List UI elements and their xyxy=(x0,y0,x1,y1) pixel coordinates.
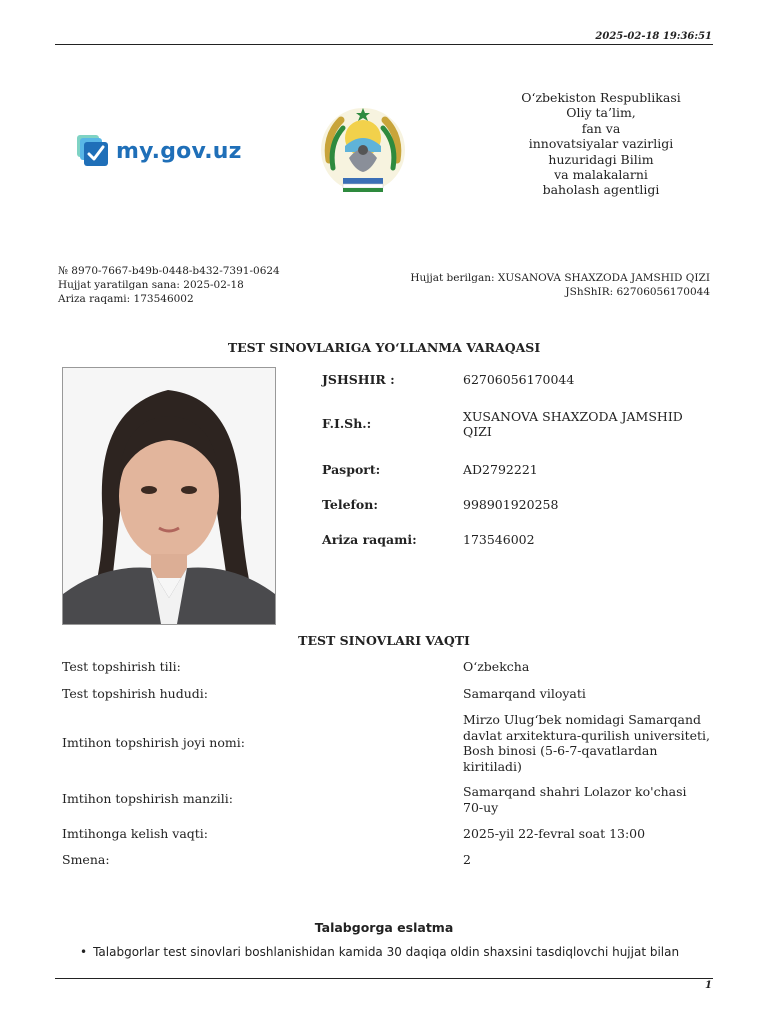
notes-title: Talabgorga eslatma xyxy=(314,920,454,935)
applicant-photo xyxy=(62,367,276,625)
row-label: Test topshirish hududi: xyxy=(62,686,208,701)
bullet-icon: • xyxy=(80,945,88,959)
field-value: XUSANOVA SHAXZODA JAMSHID QIZI xyxy=(463,409,683,439)
document-number: № 8970-7667-b49b-0448-b432-7391-0624 xyxy=(58,265,280,277)
field-label: Pasport: xyxy=(322,462,381,477)
agency-line: Oliy ta’lim, xyxy=(566,105,636,121)
agency-line: baholash agentligi xyxy=(542,182,660,198)
row-label: Imtihon topshirish manzili: xyxy=(62,791,233,806)
row-label: Imtihon topshirish joyi nomi: xyxy=(62,735,245,750)
page-number: 1 xyxy=(705,980,712,991)
note-text: Talabgorlar test sinovlari boshlanishidan kamida 30 daqiqa oldin shaxsini tasdiqlovchi hujjat bilan xyxy=(93,945,680,959)
top-divider xyxy=(55,44,713,45)
row-label: Smena: xyxy=(62,852,110,867)
issued-to: Hujjat berilgan: XUSANOVA SHAXZODA JAMSHID QIZI xyxy=(410,272,710,284)
timestamp: 2025-02-18 19:36:51 xyxy=(595,31,712,42)
field-label: F.I.Sh.: xyxy=(322,416,372,431)
recipient-info xyxy=(410,271,710,299)
agency-line: O‘zbekiston Respublikasi xyxy=(521,90,681,105)
document-created-date: Hujjat yaratilgan sana: 2025-02-18 xyxy=(58,279,244,291)
agency-line: va malakalarni xyxy=(554,167,648,183)
agency-line: innovatsiyalar vazirligi xyxy=(528,136,674,152)
section-title-referral: TEST SINOVLARIGA YO‘LLANMA VARAQASI xyxy=(227,340,541,355)
row-value: 2025-yil 22-fevral soat 13:00 xyxy=(463,826,646,841)
field-label: JSHSHIR : xyxy=(322,372,395,387)
bottom-divider xyxy=(55,978,713,979)
field-value: 62706056170044 xyxy=(463,372,575,387)
checkmark-stack-icon xyxy=(76,134,110,168)
section-title-test-time: TEST SINOVLARI VAQTI xyxy=(298,633,470,648)
mygov-logo xyxy=(76,134,242,168)
agency-line: huzuridagi Bilim xyxy=(548,151,654,167)
row-value: 2 xyxy=(463,852,471,867)
uzbekistan-state-emblem-icon xyxy=(315,100,411,196)
row-value: Mirzo Ulug‘bek nomidagi Samarqand davlat arxitektura-qurilish universiteti, Bosh binosi (5-6-7-qavatlardan kiritiladi) xyxy=(463,712,710,774)
agency-name xyxy=(470,90,732,198)
field-value: AD2792221 xyxy=(463,462,538,477)
logo-text: my.gov.uz xyxy=(116,138,242,164)
field-value: 998901920258 xyxy=(463,497,559,512)
field-label: Telefon: xyxy=(322,497,378,512)
row-label: Test topshirish tili: xyxy=(62,659,181,674)
field-label: Ariza raqami: xyxy=(322,532,417,547)
application-number: Ariza raqami: 173546002 xyxy=(58,293,194,305)
row-label: Imtihonga kelish vaqti: xyxy=(62,826,209,841)
field-value: 173546002 xyxy=(463,532,535,547)
recipient-jshshir: JShShIR: 62706056170044 xyxy=(565,286,710,298)
list-item xyxy=(80,945,679,959)
agency-line: fan va xyxy=(581,120,621,136)
document-meta xyxy=(58,264,280,306)
row-value: Samarqand viloyati xyxy=(463,686,586,701)
row-value: O‘zbekcha xyxy=(463,659,530,674)
row-value: Samarqand shahri Lolazor ko'chasi 70-uy xyxy=(463,784,687,815)
